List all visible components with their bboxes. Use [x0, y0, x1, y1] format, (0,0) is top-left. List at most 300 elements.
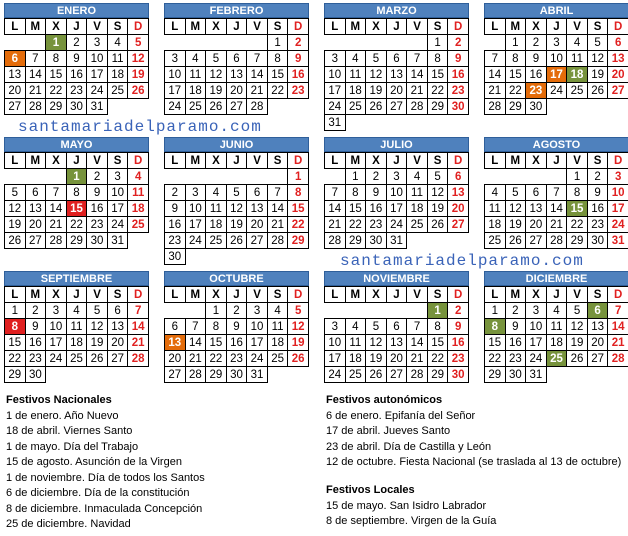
- month-title: AGOSTO: [484, 137, 628, 152]
- empty-cell: [386, 303, 407, 319]
- weekday-label: D: [288, 287, 309, 303]
- day-cell: 4: [267, 303, 288, 319]
- festivos-locales-title: Festivos Locales: [326, 484, 415, 496]
- empty-cell: [505, 169, 526, 185]
- day-cell: 15: [288, 201, 309, 217]
- day-cell: 2: [366, 169, 387, 185]
- day-cell: 6: [247, 185, 268, 201]
- weekday-label: M: [25, 287, 46, 303]
- weekday-label: D: [448, 19, 469, 35]
- empty-cell: [366, 303, 387, 319]
- weekday-label: V: [87, 19, 108, 35]
- weekday-label: X: [206, 153, 227, 169]
- day-cell: 17: [386, 201, 407, 217]
- day-cell: 20: [526, 217, 547, 233]
- day-cell: 2: [165, 185, 186, 201]
- empty-cell: [345, 115, 366, 131]
- day-cell: 9: [226, 319, 247, 335]
- day-cell: 7: [185, 319, 206, 335]
- day-cell: 13: [247, 201, 268, 217]
- day-cell: 30: [25, 367, 46, 383]
- day-cell: 10: [107, 185, 128, 201]
- day-cell: 2: [587, 169, 608, 185]
- day-cell: 10: [87, 51, 108, 67]
- day-cell: 11: [206, 201, 227, 217]
- month-enero: [4, 3, 149, 115]
- day-cell: 8: [345, 185, 366, 201]
- day-cell: 3: [546, 35, 567, 51]
- day-cell: 11: [128, 185, 149, 201]
- day-cell: 10: [325, 67, 346, 83]
- month-junio: [164, 137, 309, 265]
- day-cell: 25: [185, 99, 206, 115]
- day-cell: 29: [567, 233, 588, 249]
- day-cell: 9: [25, 319, 46, 335]
- day-cell: 30: [587, 233, 608, 249]
- day-cell: 8: [66, 185, 87, 201]
- empty-cell: [185, 303, 206, 319]
- day-cell: 19: [366, 351, 387, 367]
- day-cell: 15: [427, 335, 448, 351]
- empty-cell: [226, 35, 247, 51]
- month-title: FEBRERO: [164, 3, 309, 18]
- day-cell: 26: [567, 351, 588, 367]
- day-cell: 31: [386, 233, 407, 249]
- weekday-label: J: [66, 287, 87, 303]
- day-cell: 20: [107, 335, 128, 351]
- holiday-item: 12 de octubre. Fiesta Nacional (se traslada al 13 de octubre): [326, 456, 622, 468]
- weekday-label: V: [567, 287, 588, 303]
- day-cell: 11: [107, 51, 128, 67]
- day-cell: 18: [206, 217, 227, 233]
- day-cell: 21: [325, 217, 346, 233]
- festivos-nacionales-title: Festivos Nacionales: [6, 394, 112, 406]
- day-cell: 30: [66, 99, 87, 115]
- day-cell: 26: [427, 217, 448, 233]
- day-cell: 12: [366, 67, 387, 83]
- weekday-label: J: [386, 19, 407, 35]
- empty-cell: [25, 169, 46, 185]
- day-cell: 20: [386, 83, 407, 99]
- holiday-item: 18 de abril. Viernes Santo: [6, 425, 133, 437]
- day-cell: 6: [226, 51, 247, 67]
- empty-cell: [407, 303, 428, 319]
- day-cell: 12: [366, 335, 387, 351]
- day-cell: 29: [345, 233, 366, 249]
- empty-cell: [185, 249, 206, 265]
- weekday-label: S: [587, 287, 608, 303]
- day-cell: 23: [366, 217, 387, 233]
- day-cell: 5: [226, 185, 247, 201]
- day-cell: 18: [185, 83, 206, 99]
- day-cell: 14: [546, 201, 567, 217]
- day-cell: 1: [46, 35, 67, 51]
- day-cell: 24: [546, 83, 567, 99]
- day-cell: 22: [288, 217, 309, 233]
- day-cell: 23: [25, 351, 46, 367]
- weekday-label: X: [366, 153, 387, 169]
- weekday-label: V: [407, 287, 428, 303]
- day-cell: 13: [25, 201, 46, 217]
- day-cell: 30: [505, 367, 526, 383]
- holiday-item: 25 de diciembre. Navidad: [6, 518, 131, 530]
- empty-cell: [267, 367, 288, 383]
- day-cell: 7: [608, 303, 628, 319]
- day-cell: 31: [107, 233, 128, 249]
- day-cell: 11: [567, 51, 588, 67]
- day-cell: 27: [526, 233, 547, 249]
- day-cell: 28: [46, 233, 67, 249]
- day-cell: 16: [66, 67, 87, 83]
- empty-cell: [87, 367, 108, 383]
- month-title: DICIEMBRE: [484, 271, 628, 286]
- website-text-1: santamariadelparamo.com: [18, 118, 262, 136]
- day-cell: 7: [485, 51, 506, 67]
- holiday-item: 17 de abril. Jueves Santo: [326, 425, 451, 437]
- holiday-item: 8 de diciembre. Inmaculada Concepción: [6, 502, 203, 515]
- day-cell: 2: [526, 35, 547, 51]
- day-cell: 30: [165, 249, 186, 265]
- day-cell: 12: [505, 201, 526, 217]
- day-cell: 20: [448, 201, 469, 217]
- day-cell: 19: [128, 67, 149, 83]
- day-cell: 23: [66, 83, 87, 99]
- empty-cell: [46, 169, 67, 185]
- day-cell: 3: [325, 51, 346, 67]
- holiday-item: 1 de mayo. Día del Trabajo: [6, 440, 139, 453]
- day-cell: 17: [546, 67, 567, 83]
- day-cell: 25: [267, 351, 288, 367]
- day-cell: 16: [288, 67, 309, 83]
- day-cell: 26: [87, 351, 108, 367]
- day-cell: 20: [25, 217, 46, 233]
- weekday-label: D: [128, 19, 149, 35]
- empty-cell: [107, 367, 128, 383]
- day-cell: 7: [46, 185, 67, 201]
- weekday-label: M: [345, 287, 366, 303]
- weekday-label: D: [448, 153, 469, 169]
- day-cell: 12: [567, 319, 588, 335]
- empty-cell: [128, 367, 149, 383]
- day-cell: 30: [366, 233, 387, 249]
- day-cell: 21: [247, 83, 268, 99]
- day-cell: 23: [87, 217, 108, 233]
- weekday-label: M: [25, 19, 46, 35]
- day-cell: 22: [46, 83, 67, 99]
- day-cell: 15: [345, 201, 366, 217]
- day-cell: 6: [25, 185, 46, 201]
- day-cell: 18: [345, 83, 366, 99]
- empty-cell: [185, 169, 206, 185]
- day-cell: 31: [247, 367, 268, 383]
- weekday-label: L: [165, 19, 186, 35]
- day-cell: 6: [608, 35, 628, 51]
- day-cell: 3: [526, 303, 547, 319]
- day-cell: 12: [288, 319, 309, 335]
- day-cell: 16: [366, 201, 387, 217]
- empty-cell: [448, 115, 469, 131]
- day-cell: 4: [206, 185, 227, 201]
- day-cell: 17: [87, 67, 108, 83]
- empty-cell: [386, 35, 407, 51]
- day-cell: 19: [87, 335, 108, 351]
- day-cell: 14: [247, 67, 268, 83]
- day-cell: 21: [46, 217, 67, 233]
- website-text-2: santamariadelparamo.com: [340, 252, 584, 270]
- day-cell: 30: [526, 99, 547, 115]
- day-cell: 3: [165, 51, 186, 67]
- empty-cell: [288, 367, 309, 383]
- day-cell: 21: [267, 217, 288, 233]
- weekday-label: D: [128, 287, 149, 303]
- day-cell: 25: [407, 217, 428, 233]
- day-cell: 4: [345, 319, 366, 335]
- day-cell: 7: [25, 51, 46, 67]
- day-cell: 9: [587, 185, 608, 201]
- day-cell: 12: [587, 51, 608, 67]
- weekday-label: V: [247, 19, 268, 35]
- day-cell: 17: [46, 335, 67, 351]
- weekday-label: J: [226, 287, 247, 303]
- day-cell: 5: [505, 185, 526, 201]
- day-cell: 19: [427, 201, 448, 217]
- day-cell: 28: [608, 351, 628, 367]
- empty-cell: [206, 35, 227, 51]
- empty-cell: [345, 303, 366, 319]
- day-cell: 14: [407, 335, 428, 351]
- weekday-label: M: [345, 153, 366, 169]
- empty-cell: [325, 303, 346, 319]
- empty-cell: [128, 99, 149, 115]
- day-cell: 16: [25, 335, 46, 351]
- empty-cell: [407, 115, 428, 131]
- day-cell: 25: [345, 99, 366, 115]
- day-cell: 9: [526, 51, 547, 67]
- day-cell: 25: [567, 83, 588, 99]
- empty-cell: [226, 169, 247, 185]
- festivos-autonomicos: [326, 393, 621, 471]
- holiday-item: 15 de mayo. San Isidro Labrador: [326, 499, 487, 512]
- weekday-label: J: [66, 19, 87, 35]
- day-cell: 2: [66, 35, 87, 51]
- day-cell: 19: [567, 335, 588, 351]
- day-cell: 24: [247, 351, 268, 367]
- weekday-label: X: [526, 287, 547, 303]
- day-cell: 1: [267, 35, 288, 51]
- day-cell: 1: [66, 169, 87, 185]
- day-cell: 30: [448, 99, 469, 115]
- day-cell: 8: [427, 319, 448, 335]
- day-cell: 6: [526, 185, 547, 201]
- empty-cell: [247, 35, 268, 51]
- empty-cell: [46, 367, 67, 383]
- empty-cell: [325, 35, 346, 51]
- day-cell: 1: [206, 303, 227, 319]
- day-cell: 5: [5, 185, 26, 201]
- empty-cell: [288, 249, 309, 265]
- day-cell: 27: [386, 367, 407, 383]
- day-cell: 22: [427, 351, 448, 367]
- day-cell: 20: [386, 351, 407, 367]
- day-cell: 16: [165, 217, 186, 233]
- day-cell: 4: [407, 169, 428, 185]
- empty-cell: [325, 169, 346, 185]
- day-cell: 17: [325, 351, 346, 367]
- day-cell: 28: [325, 233, 346, 249]
- month-title: MARZO: [324, 3, 469, 18]
- empty-cell: [206, 249, 227, 265]
- empty-cell: [567, 99, 588, 115]
- day-cell: 21: [25, 83, 46, 99]
- day-cell: 9: [448, 51, 469, 67]
- weekday-label: S: [587, 153, 608, 169]
- day-cell: 31: [325, 115, 346, 131]
- day-cell: 1: [5, 303, 26, 319]
- day-cell: 23: [505, 351, 526, 367]
- day-cell: 11: [485, 201, 506, 217]
- day-cell: 30: [87, 233, 108, 249]
- weekday-label: M: [185, 153, 206, 169]
- day-cell: 27: [226, 99, 247, 115]
- day-cell: 9: [87, 185, 108, 201]
- day-cell: 9: [165, 201, 186, 217]
- weekday-label: L: [5, 19, 26, 35]
- day-cell: 2: [226, 303, 247, 319]
- day-cell: 28: [247, 99, 268, 115]
- day-cell: 5: [288, 303, 309, 319]
- weekday-label: S: [267, 153, 288, 169]
- empty-cell: [267, 169, 288, 185]
- day-cell: 18: [66, 335, 87, 351]
- day-cell: 5: [366, 51, 387, 67]
- day-cell: 13: [386, 335, 407, 351]
- day-cell: 25: [485, 233, 506, 249]
- weekday-label: J: [386, 287, 407, 303]
- day-cell: 18: [546, 335, 567, 351]
- day-cell: 8: [505, 51, 526, 67]
- day-cell: 3: [87, 35, 108, 51]
- day-cell: 3: [185, 185, 206, 201]
- day-cell: 16: [448, 335, 469, 351]
- empty-cell: [267, 249, 288, 265]
- day-cell: 29: [46, 99, 67, 115]
- day-cell: 5: [587, 35, 608, 51]
- day-cell: 20: [247, 217, 268, 233]
- day-cell: 24: [185, 233, 206, 249]
- day-cell: 1: [345, 169, 366, 185]
- day-cell: 24: [87, 83, 108, 99]
- day-cell: 14: [267, 201, 288, 217]
- weekday-label: L: [485, 153, 506, 169]
- empty-cell: [366, 115, 387, 131]
- day-cell: 2: [25, 303, 46, 319]
- day-cell: 22: [345, 217, 366, 233]
- day-cell: 17: [608, 201, 628, 217]
- month-title: SEPTIEMBRE: [4, 271, 149, 286]
- day-cell: 26: [206, 99, 227, 115]
- weekday-label: S: [107, 287, 128, 303]
- day-cell: 13: [226, 67, 247, 83]
- weekday-label: D: [288, 153, 309, 169]
- day-cell: 11: [546, 319, 567, 335]
- weekday-label: J: [226, 153, 247, 169]
- day-cell: 11: [407, 185, 428, 201]
- day-cell: 29: [427, 367, 448, 383]
- day-cell: 8: [427, 51, 448, 67]
- holiday-item: 15 de agosto. Asunción de la Virgen: [6, 456, 182, 468]
- day-cell: 2: [448, 303, 469, 319]
- weekday-label: S: [267, 287, 288, 303]
- day-cell: 6: [587, 303, 608, 319]
- day-cell: 1: [427, 35, 448, 51]
- month-septiembre: [4, 271, 149, 383]
- day-cell: 28: [407, 99, 428, 115]
- day-cell: 26: [366, 99, 387, 115]
- day-cell: 21: [546, 217, 567, 233]
- day-cell: 21: [608, 335, 628, 351]
- empty-cell: [546, 367, 567, 383]
- day-cell: 1: [567, 169, 588, 185]
- weekday-label: X: [366, 19, 387, 35]
- month-title: NOVIEMBRE: [324, 271, 469, 286]
- month-mayo: [4, 137, 149, 249]
- day-cell: 15: [66, 201, 87, 217]
- day-cell: 18: [567, 67, 588, 83]
- weekday-label: M: [505, 153, 526, 169]
- day-cell: 12: [206, 67, 227, 83]
- empty-cell: [5, 35, 26, 51]
- weekday-label: X: [526, 19, 547, 35]
- empty-cell: [345, 35, 366, 51]
- day-cell: 17: [325, 83, 346, 99]
- weekday-label: L: [325, 287, 346, 303]
- day-cell: 10: [325, 335, 346, 351]
- day-cell: 11: [185, 67, 206, 83]
- empty-cell: [25, 35, 46, 51]
- day-cell: 24: [46, 351, 67, 367]
- day-cell: 23: [226, 351, 247, 367]
- weekday-label: M: [185, 19, 206, 35]
- day-cell: 5: [206, 51, 227, 67]
- day-cell: 31: [608, 233, 628, 249]
- day-cell: 15: [46, 67, 67, 83]
- day-cell: 22: [485, 351, 506, 367]
- day-cell: 2: [448, 35, 469, 51]
- day-cell: 4: [66, 303, 87, 319]
- day-cell: 8: [485, 319, 506, 335]
- day-cell: 5: [366, 319, 387, 335]
- day-cell: 4: [107, 35, 128, 51]
- day-cell: 23: [448, 83, 469, 99]
- day-cell: 18: [107, 67, 128, 83]
- day-cell: 19: [226, 217, 247, 233]
- festivos-locales: [326, 483, 496, 530]
- day-cell: 15: [427, 67, 448, 83]
- weekday-label: V: [247, 287, 268, 303]
- day-cell: 20: [587, 335, 608, 351]
- weekday-label: S: [427, 287, 448, 303]
- day-cell: 6: [386, 51, 407, 67]
- day-cell: 29: [5, 367, 26, 383]
- empty-cell: [448, 233, 469, 249]
- day-cell: 14: [325, 201, 346, 217]
- day-cell: 16: [448, 67, 469, 83]
- day-cell: 24: [325, 99, 346, 115]
- day-cell: 2: [87, 169, 108, 185]
- day-cell: 7: [267, 185, 288, 201]
- empty-cell: [546, 169, 567, 185]
- day-cell: 14: [407, 67, 428, 83]
